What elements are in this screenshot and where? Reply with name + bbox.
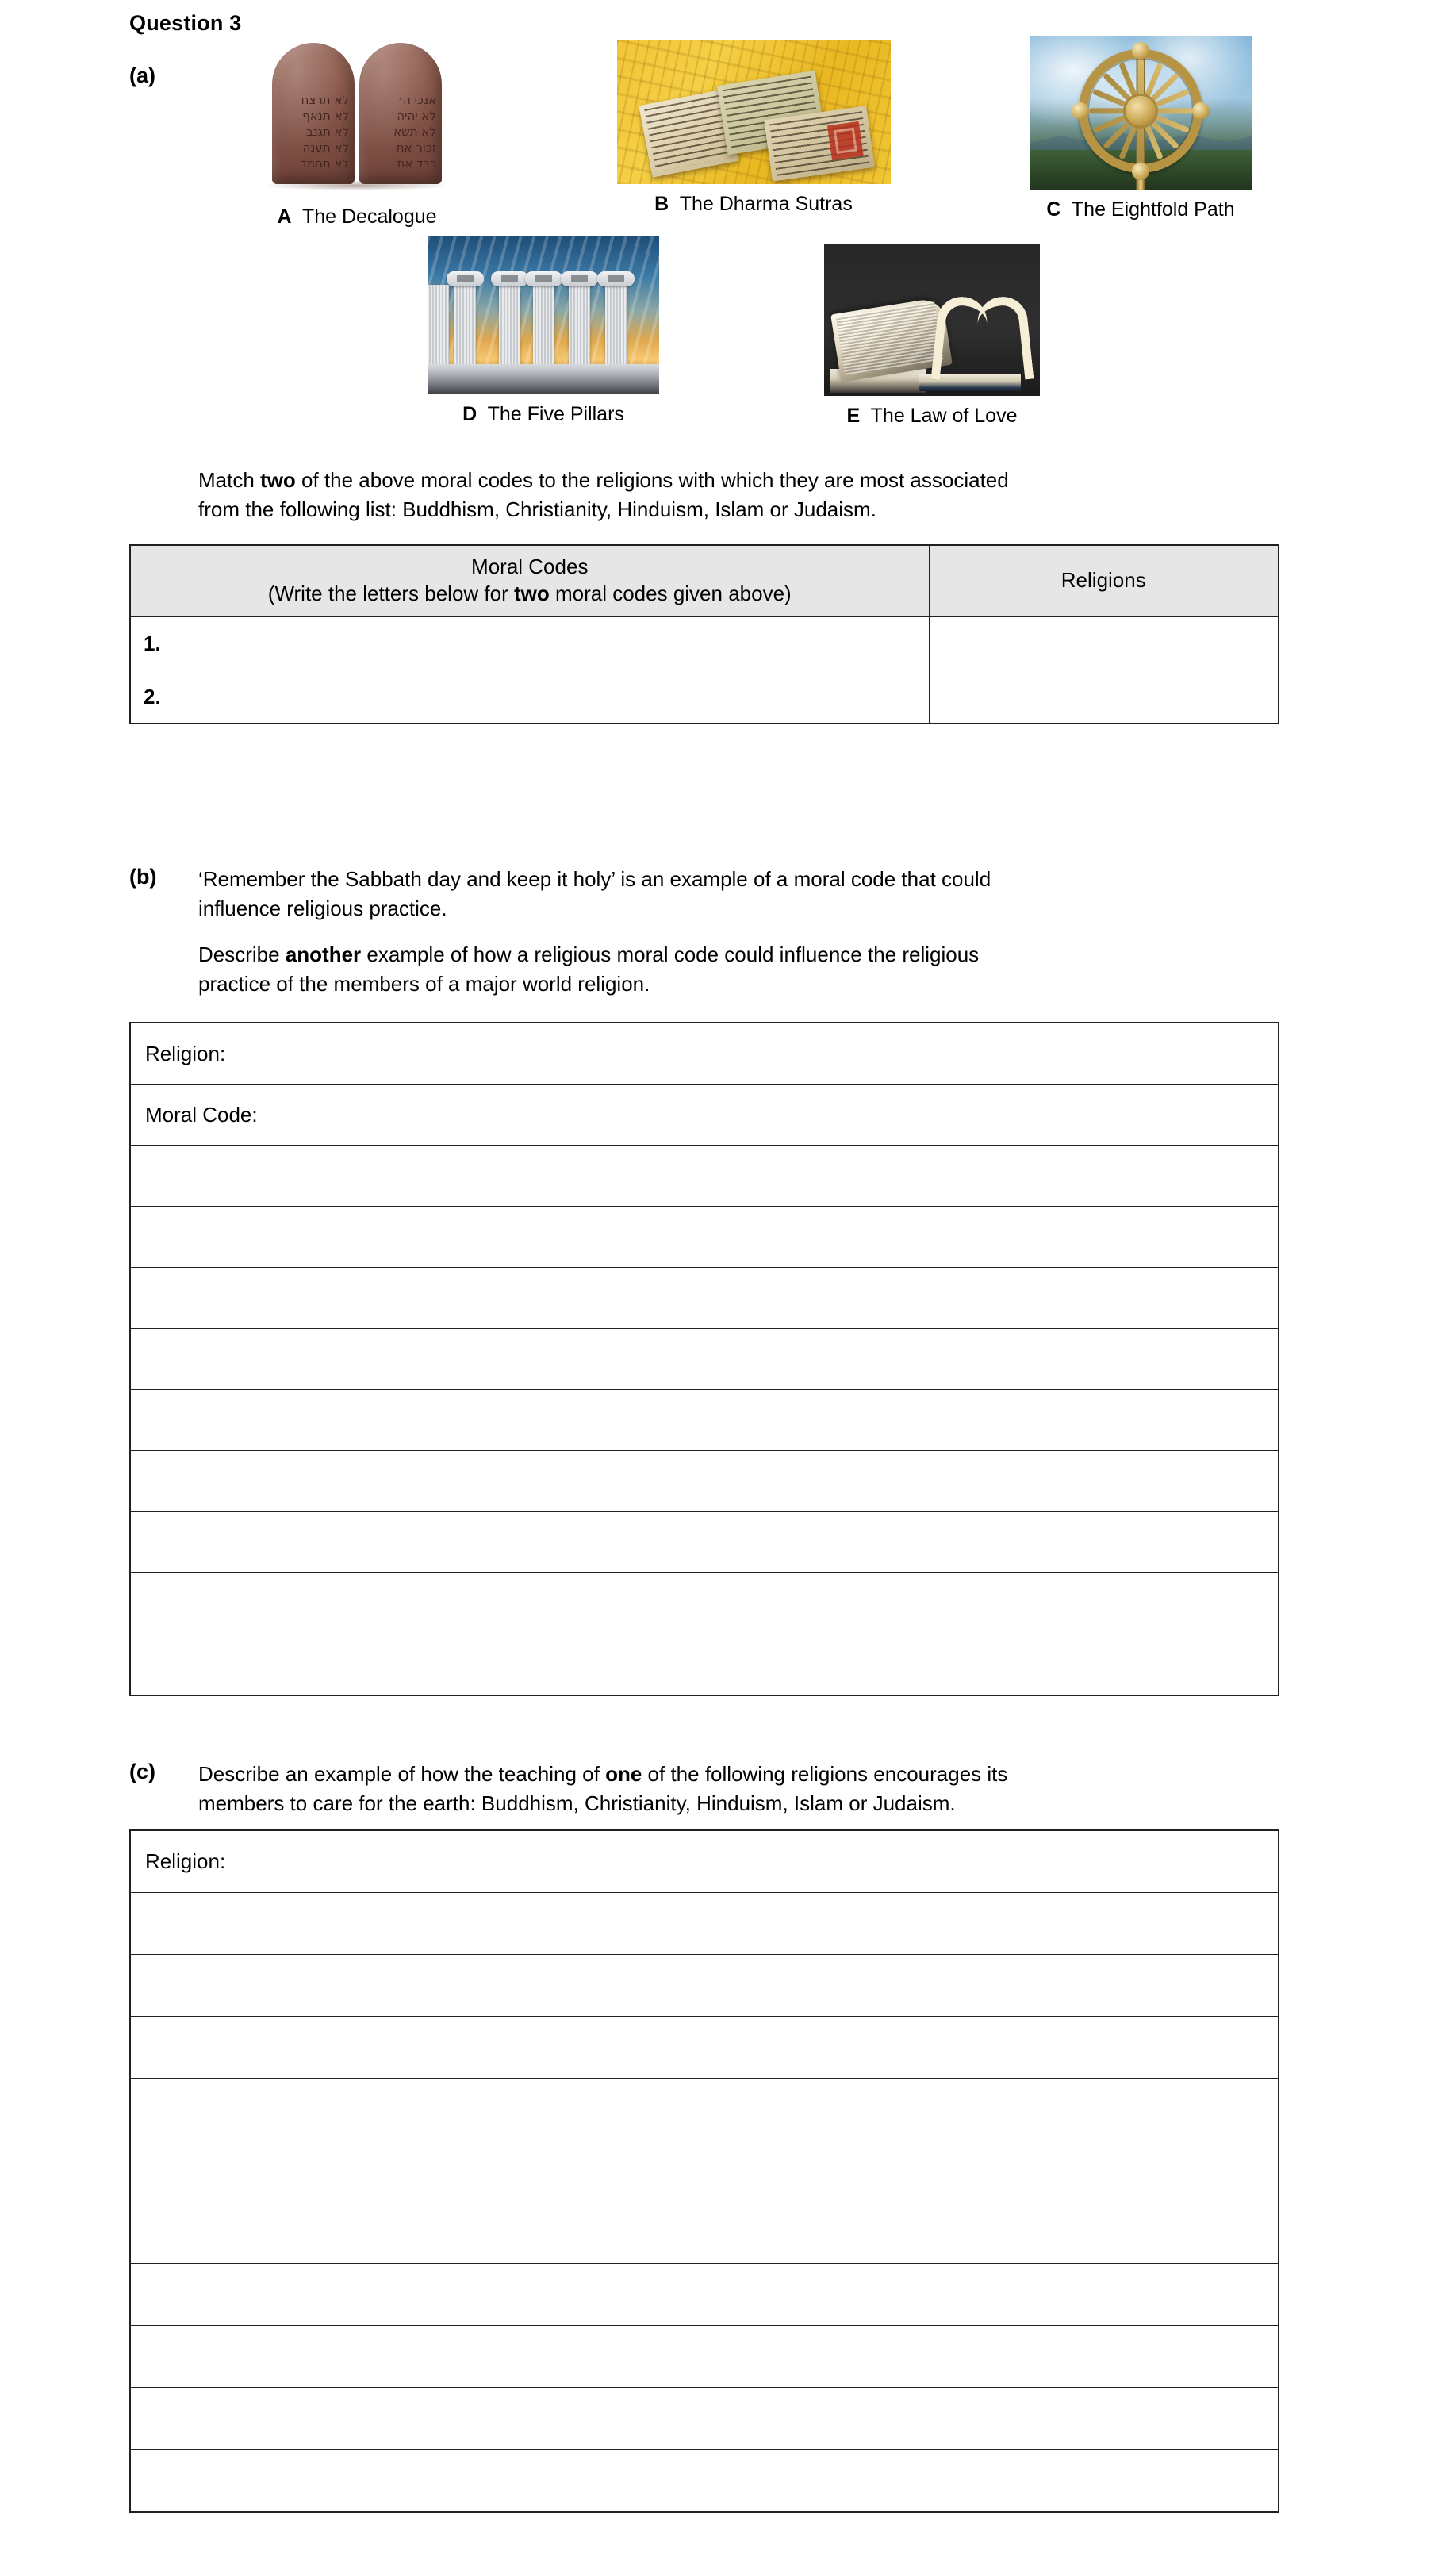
table-row	[130, 1893, 1279, 1955]
answer-line-3[interactable]	[130, 1955, 1279, 2017]
answer-line-4[interactable]	[130, 2017, 1279, 2079]
answer-line-6[interactable]	[130, 1329, 1279, 1390]
hebrew-text-right: אנכי ה׳ לא יהיה לא תשא זכור את כבד את	[393, 93, 436, 171]
pillar-2	[499, 285, 520, 367]
stone-tablets-decalogue-image	[258, 24, 456, 197]
answer-line-10[interactable]	[130, 1573, 1279, 1634]
answer-line-2[interactable]	[130, 1893, 1279, 1955]
table-row	[130, 1390, 1279, 1451]
tablet-right	[359, 43, 442, 184]
table-row	[130, 617, 1279, 670]
header-moral-pre: (Write the letters below for	[267, 582, 514, 605]
answer-line-4[interactable]	[130, 1207, 1279, 1268]
figure-a-decalogue	[238, 24, 476, 228]
tablet-left	[272, 43, 355, 184]
answer-line-7[interactable]	[130, 1390, 1279, 1451]
table-row	[130, 1207, 1279, 1268]
answer-line-5[interactable]	[130, 2079, 1279, 2140]
part-a-label: (a)	[129, 63, 155, 87]
figure-e-letter: E	[846, 405, 861, 427]
part-b-label: (b)	[129, 865, 157, 889]
table-row	[130, 1830, 1279, 1893]
answer-line-11[interactable]	[130, 1634, 1279, 1696]
table-row	[130, 1329, 1279, 1390]
pillar-1	[454, 285, 476, 367]
table-row	[130, 2202, 1279, 2264]
table-row	[130, 2017, 1279, 2079]
figure-c-letter: C	[1046, 198, 1061, 221]
figure-d-five-pillars	[424, 236, 662, 426]
part-b-paragraph-1	[198, 865, 1285, 923]
table-row	[130, 2450, 1279, 2513]
figure-b-caption	[611, 193, 896, 216]
figure-d-caption	[424, 403, 662, 426]
part-b-para2-line2: practice of the members of a major world religion.	[198, 972, 650, 996]
match-instruction	[198, 466, 1261, 524]
header-moral-line2	[136, 580, 924, 607]
answer-line-8[interactable]	[130, 1451, 1279, 1512]
match-instruction-line2: from the following list: Buddhism, Christianity, Hinduism, Islam or Judaism.	[198, 497, 876, 521]
part-b-para1-line2: influence religious practice.	[198, 896, 447, 920]
moral-code-entry-2[interactable]: 2.	[130, 670, 929, 724]
table-row	[130, 2079, 1279, 2140]
figure-e-caption	[813, 405, 1051, 428]
table-row	[130, 2388, 1279, 2450]
match-bold: two	[260, 468, 296, 492]
part-b-paragraph-2	[198, 940, 1285, 999]
pillar-3	[533, 285, 554, 367]
answer-line-9[interactable]	[130, 2326, 1279, 2388]
figure-b-caption-text: The Dharma Sutras	[679, 193, 853, 215]
part-c-para-line1	[198, 1762, 1007, 1786]
answer-line-5[interactable]	[130, 1268, 1279, 1329]
table-row	[130, 1573, 1279, 1634]
open-book-heart-image	[824, 244, 1040, 396]
table-row	[130, 2140, 1279, 2202]
figure-c-eightfold-path	[1014, 36, 1268, 221]
part-c-answer-box	[129, 1829, 1279, 2513]
part-c-para-post: of the following religions encourages its	[642, 1762, 1008, 1786]
figure-c-caption-text: The Eightfold Path	[1071, 198, 1235, 221]
red-seal-stamp	[826, 121, 863, 160]
part-c-para-bold: one	[605, 1762, 642, 1786]
table-row	[130, 1268, 1279, 1329]
figure-row-bottom	[0, 236, 1442, 434]
answer-line-9[interactable]	[130, 1512, 1279, 1573]
answer-line-3[interactable]	[130, 1146, 1279, 1207]
answer-line-8[interactable]	[130, 2264, 1279, 2326]
table-row	[130, 1085, 1279, 1146]
answer-line-10[interactable]	[130, 2388, 1279, 2450]
part-c-paragraph	[198, 1760, 1285, 1818]
part-c-para-pre: Describe an example of how the teaching of	[198, 1762, 606, 1786]
figure-b-letter: B	[654, 193, 669, 215]
part-b-para2-pre: Describe	[198, 942, 286, 966]
table-row	[130, 1451, 1279, 1512]
header-moral-bold: two	[513, 582, 550, 605]
pillar-4	[569, 285, 590, 367]
wheel-rim	[1079, 48, 1202, 172]
figure-a-caption-text: The Decalogue	[301, 205, 437, 228]
page-title: Question 3	[129, 11, 242, 35]
part-b-para1-line1: ‘Remember the Sabbath day and keep it holy’ is an example of a moral code that could	[198, 867, 991, 891]
table-row	[130, 1023, 1279, 1085]
pillar-5	[605, 285, 627, 367]
part-b-answer-box	[129, 1022, 1279, 1696]
table-row	[130, 1955, 1279, 2017]
heart-page-right	[976, 294, 1034, 384]
figure-e-law-of-love	[813, 244, 1051, 428]
table-row	[130, 2326, 1279, 2388]
figure-c-caption	[1014, 198, 1268, 221]
hebrew-text-left: לא תרצח לא תנאף לא תגנב לא תענה לא תחמד	[300, 93, 349, 171]
header-moral-codes	[130, 545, 929, 617]
figure-row-top	[0, 24, 1442, 228]
part-b-para2-post: example of how a religious moral code could influence the religious	[361, 942, 980, 966]
moral-code-entry-1[interactable]: 1.	[130, 617, 929, 670]
religion-entry-2[interactable]	[929, 670, 1279, 724]
header-religions: Religions	[929, 545, 1279, 617]
ground-plane	[428, 364, 659, 394]
figure-e-caption-text: The Law of Love	[870, 405, 1018, 427]
header-moral-line1: Moral Codes	[471, 555, 589, 578]
answer-line-religion[interactable]: Religion:	[130, 1830, 1279, 1893]
match-instruction-line1	[198, 468, 1009, 492]
figure-a-caption	[238, 205, 476, 228]
header-moral-post: moral codes given above)	[549, 582, 792, 605]
dharma-wheel-image	[1030, 36, 1252, 190]
match-pre: Match	[198, 468, 261, 492]
religion-entry-1[interactable]	[929, 617, 1279, 670]
part-c-para-line2: members to care for the earth: Buddhism, Christianity, Hinduism, Islam or Judaism.	[198, 1791, 956, 1815]
answer-line-11[interactable]	[130, 2450, 1279, 2513]
table-row	[130, 1634, 1279, 1696]
answer-line-6[interactable]	[130, 2140, 1279, 2202]
five-pillars-image	[428, 236, 659, 394]
figure-d-caption-text: The Five Pillars	[487, 403, 624, 425]
figure-b-dharma-sutras	[611, 40, 896, 216]
figure-a-letter: A	[277, 205, 292, 228]
answer-line-religion[interactable]: Religion:	[130, 1023, 1279, 1085]
table-row	[130, 2264, 1279, 2326]
part-c-label: (c)	[129, 1760, 155, 1783]
dharma-sutras-manuscript-image	[617, 40, 891, 184]
table-row	[130, 1512, 1279, 1573]
moral-codes-match-table	[129, 544, 1279, 724]
table-row	[130, 1146, 1279, 1207]
answer-line-7[interactable]	[130, 2202, 1279, 2264]
table-header-row	[130, 545, 1279, 617]
part-b-para2-line1	[198, 942, 979, 966]
dharma-wheel-icon	[1079, 48, 1202, 172]
match-post: of the above moral codes to the religions with which they are most associated	[295, 468, 1009, 492]
figure-d-letter: D	[462, 403, 477, 425]
table-row	[130, 670, 1279, 724]
answer-line-moral-code[interactable]: Moral Code:	[130, 1085, 1279, 1146]
part-b-para2-bold: another	[285, 942, 362, 966]
